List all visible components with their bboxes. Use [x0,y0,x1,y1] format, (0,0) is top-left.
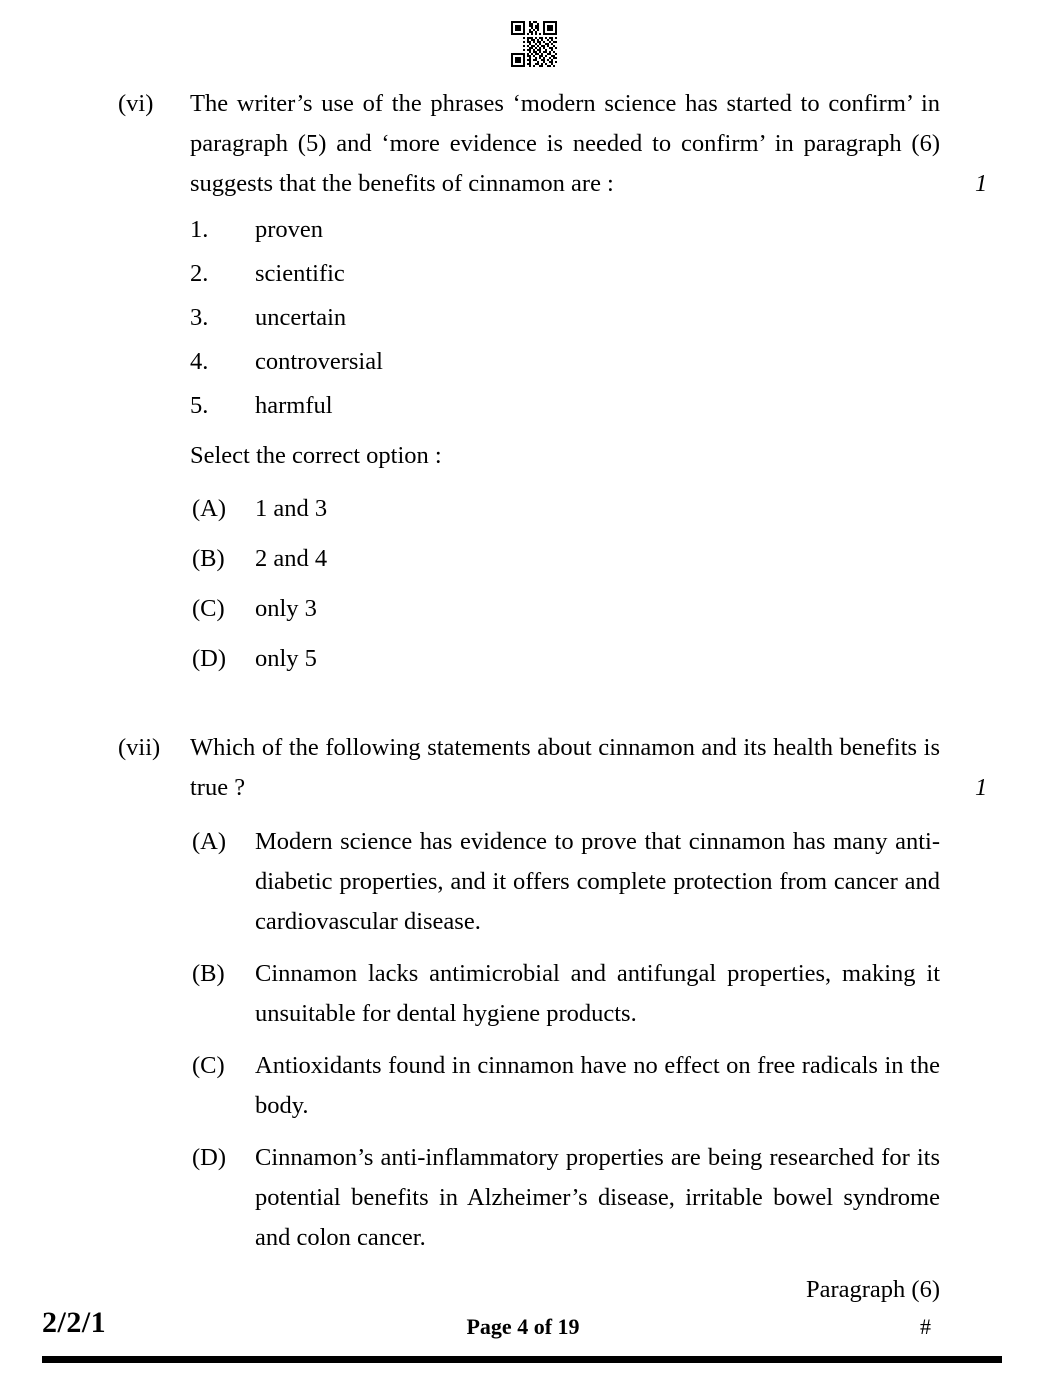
question-vi-number: (vi) [118,90,154,117]
qr-code [511,21,557,67]
list-item [190,340,940,384]
statement-number: 1. [190,216,209,243]
option-d-label: (D) [192,1144,227,1171]
option-a-label: (A) [192,495,227,522]
option-c-label: (C) [192,595,225,622]
question-vii-options [0,822,1046,1258]
statement-number: 3. [190,304,209,331]
question-vi [0,84,1046,204]
option-d[interactable] [192,634,952,684]
statement-text: harmful [255,392,333,419]
hash-mark: # [920,1314,931,1339]
select-option-instruction: Select the correct option : [190,442,442,469]
option-b-label: (B) [192,960,225,987]
question-vii-marks: 1 [975,774,988,801]
statement-text: proven [255,216,324,243]
option-b-text: Cinnamon lacks antimicrobial and antifungal properties, making it unsuitable for dental hygiene products. [255,960,940,1027]
option-c[interactable] [192,584,952,634]
spacer [0,808,1046,822]
option-c-label: (C) [192,1052,225,1079]
page-footer [0,1300,1046,1386]
option-a-text: 1 and 3 [255,495,328,522]
question-vii-number: (vii) [118,734,161,761]
option-a[interactable] [192,822,940,942]
option-a[interactable] [192,484,952,534]
list-item [190,296,940,340]
statement-number: 5. [190,392,209,419]
option-c-text: Antioxidants found in cinnamon have no effect on free radicals in the body. [255,1052,940,1119]
statement-number: 4. [190,348,209,375]
option-c-text: only 3 [255,595,317,622]
list-item [190,252,940,296]
option-d-text: Cinnamon’s anti-inflammatory properties are being researched for its potential benefits in Alzheimer’s disease, irritable bowel syndrome and colon cancer. [255,1144,940,1251]
statement-text: uncertain [255,304,347,331]
option-d[interactable] [192,1138,940,1258]
question-vi-options [192,484,952,684]
option-d-label: (D) [192,645,227,672]
footer-divider [42,1356,1002,1363]
list-item [190,384,940,428]
statement-text: scientific [255,260,345,287]
option-d-text: only 5 [255,645,317,672]
question-vii-text: Which of the following statements about cinnamon and its health benefits is true ? [190,734,940,801]
option-a-label: (A) [192,828,227,855]
page-number-label: Page 4 of 19 [466,1314,580,1339]
paragraph-reference: Paragraph (6) [805,1276,940,1303]
option-b-text: 2 and 4 [255,545,328,572]
statement-number: 2. [190,260,209,287]
statement-text: controversial [255,348,383,375]
option-b[interactable] [192,534,952,584]
question-gap [0,684,1046,728]
question-vi-text: The writer’s use of the phrases ‘modern science has started to confirm’ in paragraph (5) and ‘more evidence is needed to confirm’ in paragraph (6) suggests that the benefits of cinnamon are : [190,90,940,197]
option-c[interactable] [192,1046,940,1126]
option-a-text: Modern science has evidence to prove that cinnamon has many anti-diabetic properties, and it offers complete protection from cancer and cardiovascular disease. [255,828,940,935]
question-vi-statement-list [190,208,940,428]
option-b-label: (B) [192,545,225,572]
paper-code: 2/2/1 [42,1306,107,1339]
option-b[interactable] [192,954,940,1034]
question-vi-marks: 1 [975,170,988,197]
list-item [190,208,940,252]
question-vii [0,728,1046,808]
page-content [0,84,1046,1310]
